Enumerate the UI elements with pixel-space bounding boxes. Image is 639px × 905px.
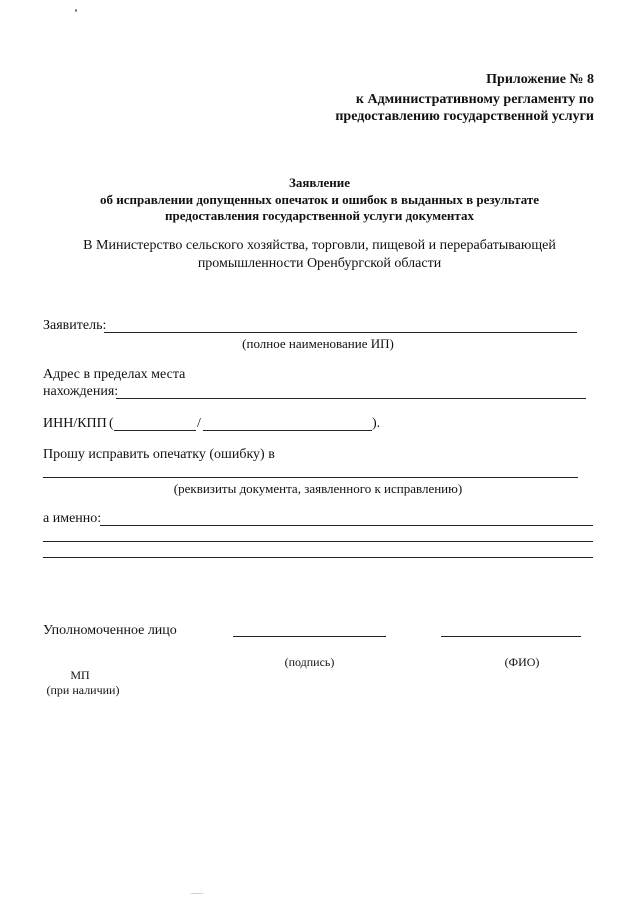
fullname-hint: (ФИО) — [504, 655, 540, 669]
authorized-person-label: Уполномоченное лицо — [43, 623, 177, 638]
address-label-1: Адрес в пределах места — [43, 367, 186, 382]
document-subtitle-2: предоставления государственной услуги документах — [165, 208, 474, 223]
signature-hint: (подпись) — [284, 655, 335, 669]
stamp-note: (при наличии) — [46, 683, 120, 697]
document-details-hint: (реквизиты документа, заявленного к исправлению) — [173, 481, 463, 496]
applicant-hint: (полное наименование ИП) — [242, 336, 394, 351]
namely-label: а именно: — [43, 511, 102, 526]
address-label-2: нахождения: — [43, 384, 119, 399]
document-subtitle-1: об исправлении допущенных опечаток и ошибок в выданных в результате — [99, 192, 540, 207]
scan-speck — [75, 9, 77, 12]
namely-field-line-1[interactable] — [100, 525, 593, 526]
scan-speck — [190, 893, 204, 894]
fullname-field-line[interactable] — [441, 636, 581, 637]
document-details-line[interactable] — [43, 477, 578, 478]
kpp-field-line[interactable] — [203, 430, 372, 431]
address-field-line[interactable] — [116, 398, 586, 399]
inn-kpp-label: ИНН/КПП — [43, 416, 107, 431]
appendix-line-3: предоставлению государственной услуги — [335, 109, 594, 124]
addressee-line-2: промышленности Оренбургской области — [197, 256, 442, 271]
applicant-label: Заявитель: — [43, 318, 107, 333]
inn-kpp-close-paren: ). — [372, 416, 381, 431]
namely-field-line-2[interactable] — [43, 541, 593, 542]
inn-kpp-slash: / — [197, 416, 201, 431]
document-title: Заявление — [288, 175, 351, 190]
applicant-field-line[interactable] — [104, 332, 577, 333]
appendix-number: Приложение № 8 — [486, 72, 594, 87]
inn-field-line[interactable] — [114, 430, 196, 431]
inn-kpp-open-paren: ( — [109, 416, 114, 431]
stamp-label: МП — [70, 668, 90, 682]
appendix-line-2: к Административному регламенту по — [355, 92, 594, 107]
signature-field-line[interactable] — [233, 636, 386, 637]
namely-field-line-3[interactable] — [43, 557, 593, 558]
request-label: Прошу исправить опечатку (ошибку) в — [43, 447, 275, 462]
addressee-line-1: В Министерство сельского хозяйства, торговли, пищевой и перерабатывающей — [83, 238, 556, 253]
